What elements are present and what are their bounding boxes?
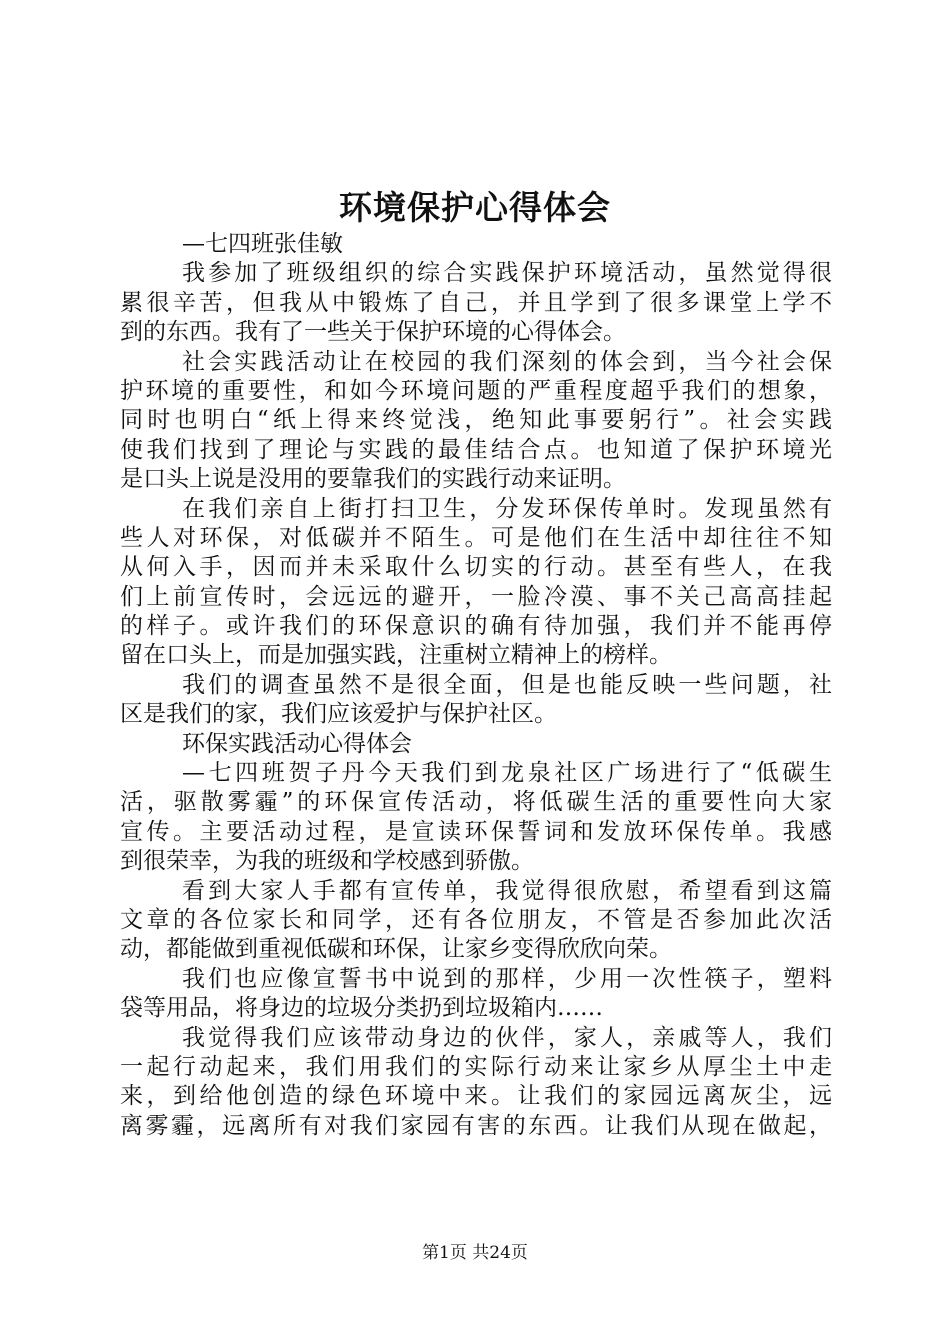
page-footer: 第1页 共24页	[422, 1243, 528, 1263]
text-line: 些人对环保，对低碳并不陌生。可是他们在生活中却往往不知	[120, 524, 832, 551]
text-line: 们上前宣传时，会远远的避开，一脸冷漠、事不关己高高挂起	[120, 583, 832, 610]
text-line: 离雾霾，远离所有对我们家园有害的东西。让我们从现在做起，	[120, 1112, 832, 1139]
text-line: 护环境的重要性，和如今环境问题的严重程度超乎我们的想象，	[120, 377, 832, 404]
text-line: 我们也应像宣誓书中说到的那样，少用一次性筷子，塑料	[182, 965, 832, 992]
text-line: 使我们找到了理论与实践的最佳结合点。也知道了保护环境光	[120, 436, 832, 463]
text-line: —七四班张佳敏	[182, 231, 343, 257]
text-line: 留在口头上，而是加强实践，注重树立精神上的榜样。	[120, 642, 672, 669]
page-title: 环境保护心得体会	[339, 188, 611, 227]
text-line: 是口头上说是没用的要靠我们的实践行动来证明。	[120, 466, 626, 493]
text-line: 来，到给他创造的绿色环境中来。让我们的家园远离灰尘，远	[120, 1083, 832, 1110]
text-line: 我参加了班级组织的综合实践保护环境活动，虽然觉得很	[182, 260, 832, 287]
text-line: 活，驱散雾霾”的环保宣传活动，将低碳生活的重要性向大家	[120, 789, 832, 816]
text-line: 社会实践活动让在校园的我们深刻的体会到，当今社会保	[182, 348, 832, 375]
text-line: 到很荣幸，为我的班级和学校感到骄傲。	[120, 848, 534, 875]
text-line: 到的东西。我有了一些关于保护环境的心得体会。	[120, 319, 626, 346]
text-line: 区是我们的家，我们应该爱护与保护社区。	[120, 701, 557, 728]
text-line: 动，都能做到重视低碳和环保，让家乡变得欣欣向荣。	[120, 936, 672, 963]
document-body	[120, 230, 832, 1141]
text-line: 我们的调查虽然不是很全面，但是也能反映一些问题，社	[182, 671, 832, 698]
text-line: 在我们亲自上街打扫卫生，分发环保传单时。发现虽然有	[182, 495, 832, 522]
text-line: 袋等用品，将身边的垃圾分类扔到垃圾箱内……	[120, 995, 603, 1022]
text-line: —七四班贺子丹今天我们到龙泉社区广场进行了“低碳生	[182, 760, 832, 787]
text-line: 宣传。主要活动过程，是宣读环保誓词和发放环保传单。我感	[120, 818, 832, 845]
text-line: 从何入手，因而并未采取什么切实的行动。甚至有些人，在我	[120, 554, 832, 581]
text-line: 文章的各位家长和同学，还有各位朋友，不管是否参加此次活	[120, 906, 832, 933]
text-line: 同时也明白“纸上得来终觉浅，绝知此事要躬行”。社会实践	[120, 407, 832, 434]
text-line: 我觉得我们应该带动身边的伙伴，家人，亲戚等人，我们	[182, 1024, 832, 1051]
text-line: 一起行动起来，我们用我们的实际行动来让家乡从厚尘土中走	[120, 1053, 832, 1080]
text-line: 的样子。或许我们的环保意识的确有待加强，我们并不能再停	[120, 613, 832, 640]
text-line: 累很辛苦，但我从中锻炼了自己，并且学到了很多课堂上学不	[120, 289, 832, 316]
text-line: 环保实践活动心得体会	[182, 730, 412, 757]
text-line: 看到大家人手都有宣传单，我觉得很欣慰，希望看到这篇	[182, 877, 832, 904]
